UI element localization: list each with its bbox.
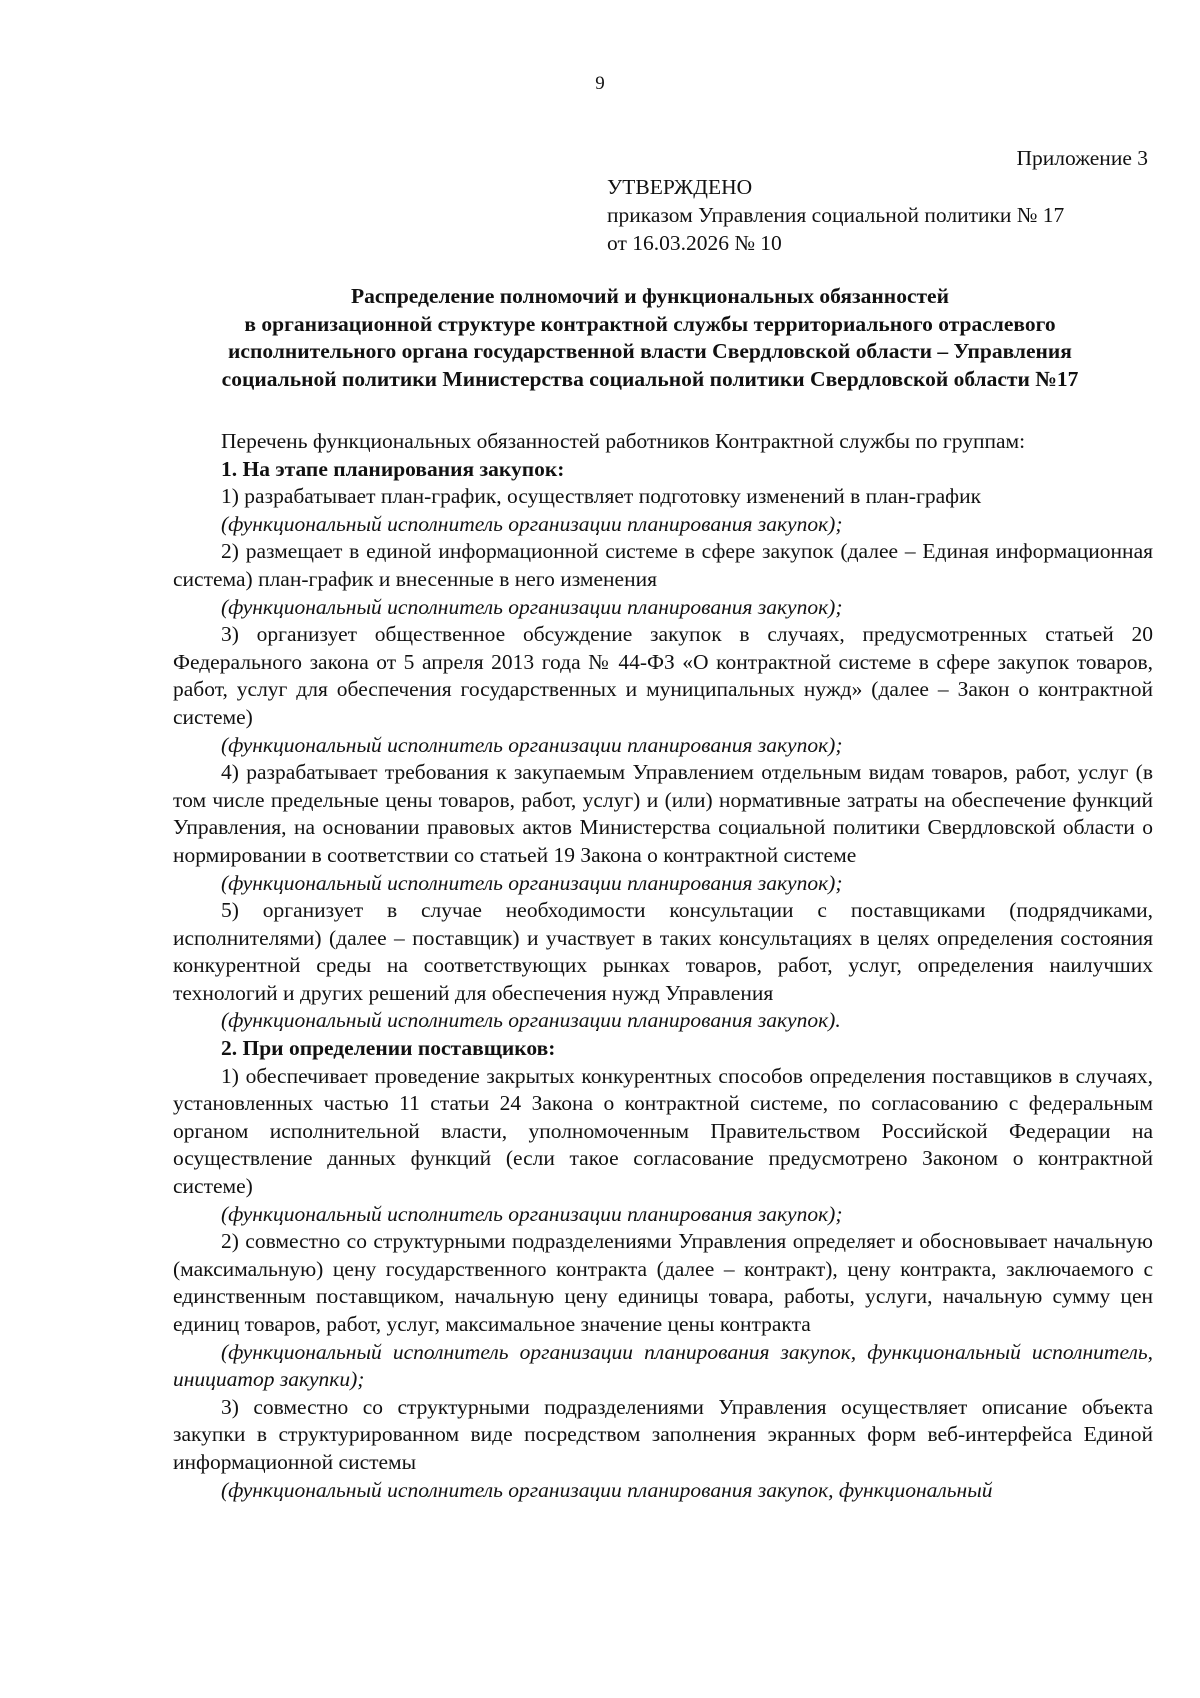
section-1-item-4: 4) разрабатывает требования к закупаемым Управлением отдельным видам товаров, работ, услуг (в том числе предельные цены товаров, работ, услуг) и (или) нормативные затраты на обеспечение функций Управления, на основании правовых актов Министерства социальной политики Свердловской области о нормировании в соответствии со статьей 19 Закона о контрактной системе <box>173 760 1153 867</box>
title-line: в организационной структуре контрактной службы территориального отраслевого <box>244 311 1056 336</box>
section-1-item-5: 5) организует в случае необходимости консультации с поставщиками (подрядчиками, исполнителями) (далее – поставщик) и участвует в таких консультациях в целях определения состояния конкурентной среды на соответствующих рынках товаров, работ, услуг, определения наилучших технологий и других решений для обеспечения нужд Управления <box>173 898 1153 1005</box>
section-1-item-2-role: (функциональный исполнитель организации планирования закупок); <box>221 594 843 619</box>
section-1-item-4-role: (функциональный исполнитель организации планирования закупок); <box>221 870 843 895</box>
section-2-item-1: 1) обеспечивает проведение закрытых конкурентных способов определения поставщиков в случаях, установленных частью 11 статьи 24 Закона о контрактной системе, по согласованию с федеральным органом исполнительной власти, уполномоченным Правительством Российской Федерации на осуществление данных функций (если такое согласование предусмотрено Законом о контрактной системе) <box>173 1063 1153 1199</box>
section-1-item-5-role: (функциональный исполнитель организации планирования закупок). <box>221 1008 841 1033</box>
document-title <box>150 283 1150 393</box>
section-2-heading: 2. При определении поставщиков: <box>221 1036 556 1061</box>
section-2-item-2: 2) совместно со структурными подразделениями Управления определяет и обосновывает начальную (максимальную) цену государственного контракта (далее – контракт), цену контракта, заключаемого с единственным поставщиком, начальную цену единицы товара, работы, услуги, начальную сумму цен единиц товаров, работ, услуг, максимальное значение цены контракта <box>173 1229 1153 1336</box>
section-2-item-1-role: (функциональный исполнитель организации планирования закупок); <box>221 1201 843 1226</box>
section-1-item-1: 1) разрабатывает план-график, осуществляет подготовку изменений в план-график <box>221 484 982 509</box>
section-2-item-3-role: (функциональный исполнитель организации планирования закупок, функциональный <box>221 1477 993 1502</box>
section-2-item-2-role: (функциональный исполнитель организации планирования закупок, функциональный исполнитель, инициатор закупки); <box>173 1339 1153 1392</box>
section-1-item-1-role: (функциональный исполнитель организации планирования закупок); <box>221 511 843 536</box>
section-1-heading: 1. На этапе планирования закупок: <box>221 456 565 481</box>
section-1-item-2: 2) размещает в единой информационной системе в сфере закупок (далее – Единая информационная система) план-график и внесенные в него изменения <box>173 539 1153 591</box>
section-2-item-3: 3) совместно со структурными подразделениями Управления осуществляет описание объекта закупки в структурированном виде посредством заполнения экранных форм веб-интерфейса Единой информационной системы <box>173 1394 1153 1474</box>
section-1-item-3: 3) организует общественное обсуждение закупок в случаях, предусмотренных статьей 20 Федерального закона от 5 апреля 2013 года № 44-ФЗ «О контрактной системе в сфере закупок товаров, работ, услуг для обеспечения государственных и муниципальных нужд» (далее – Закон о контрактной системе) <box>173 622 1153 729</box>
document-body <box>173 428 1153 1504</box>
approval-date-line: от 16.03.2026 № 10 <box>607 231 782 255</box>
approval-title: УТВЕРЖДЕНО <box>607 175 753 199</box>
approval-order-line: приказом Управления социальной политики № 17 <box>607 203 1065 227</box>
title-line: исполнительного органа государственной власти Свердловской области – Управления <box>228 339 1072 364</box>
intro-paragraph: Перечень функциональных обязанностей работников Контрактной службы по группам: <box>221 429 1026 453</box>
section-1-item-3-role: (функциональный исполнитель организации планирования закупок); <box>221 732 843 757</box>
title-line: социальной политики Министерства социальной политики Свердловской области №17 <box>221 366 1079 391</box>
approval-block <box>607 173 1167 257</box>
title-line: Распределение полномочий и функциональных обязанностей <box>351 284 949 308</box>
page-number: 9 <box>595 73 605 94</box>
appendix-label: Приложение 3 <box>1016 146 1148 170</box>
